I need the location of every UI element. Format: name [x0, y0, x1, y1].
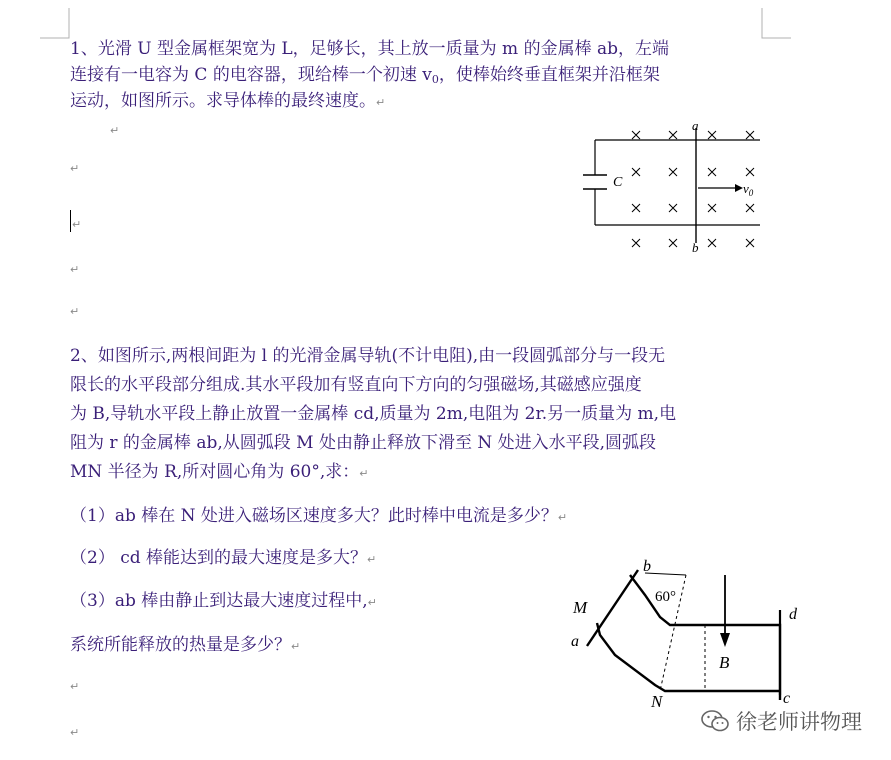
watermark	[700, 706, 862, 736]
q2-sub2: （2） cd 棒能达到的最大速度是多大？↵	[70, 548, 377, 568]
q1-line2-sub: 0	[431, 73, 439, 86]
q2-label-b: b	[643, 558, 651, 575]
paragraph-mark: ↵	[70, 263, 80, 276]
q1-line3: 运动，如图所示。求导体棒的最终速度。↵	[70, 91, 386, 111]
q2-line3: 为 B,导轨水平段上静止放置一金属棒 cd,质量为 2m,电阻为 2r.另一质量为 m,电	[70, 404, 677, 424]
q2-label-M: M	[573, 598, 588, 617]
paragraph-mark: ↵	[110, 124, 120, 137]
paragraph-mark: ↵	[70, 162, 80, 175]
q1-label-v-sub: 0	[748, 188, 754, 198]
q2-line5: MN 半径为 R,所对圆心角为 60°,求：↵	[70, 462, 369, 482]
q2-label-B: B	[719, 653, 730, 672]
svg-text:v0	[743, 181, 754, 198]
watermark-text: 徐老师讲物理	[736, 710, 862, 734]
q2-label-N: N	[651, 692, 663, 711]
q1-label-a: a	[692, 118, 699, 133]
q2-line1: 2、如图所示,两根间距为 l 的光滑金属导轨(不计电阻),由一段圆弧部分与一段无	[70, 346, 666, 366]
q1-line1: 1、光滑 U 型金属框架宽为 L，足够长，其上放一质量为 m 的金属棒 ab，左端	[70, 39, 669, 59]
q2-figure	[565, 555, 830, 715]
paragraph-mark: ↵	[70, 726, 80, 739]
paragraph-mark: ↵	[72, 218, 82, 231]
q2-line4: 阻为 r 的金属棒 ab,从圆弧段 M 处由静止释放下滑至 N 处进入水平段,圆弧段	[70, 433, 657, 453]
q1-label-C: C	[613, 175, 623, 190]
q2-sub1: （1）ab 棒在 N 处进入磁场区速度多大？此时棒中电流是多少？↵	[70, 506, 568, 526]
q1-label-b: b	[692, 240, 699, 255]
text-cursor	[70, 210, 71, 232]
q1-line2-a: 连接有一电容为 C 的电容器，现给棒一个初速 v	[70, 65, 432, 85]
paragraph-mark: ↵	[70, 305, 80, 318]
q2-line2: 限长的水平段部分组成.其水平段加有竖直向下方向的匀强磁场,其磁感应强度	[70, 375, 642, 395]
q2-label-d: d	[789, 606, 797, 623]
wechat-icon	[700, 708, 730, 734]
q2-label-a: a	[571, 633, 579, 650]
q2-label-angle: 60°	[655, 589, 676, 605]
q1-label-v: v	[743, 181, 749, 196]
q2-label-c: c	[783, 690, 791, 707]
q2-sub3b: 系统所能释放的热量是多少？↵	[70, 635, 301, 655]
q1-line2-b: ，使棒始终垂直框架并沿框架	[438, 65, 660, 85]
q1-figure	[575, 118, 775, 258]
paragraph-mark: ↵	[70, 680, 80, 693]
q2-sub3: （3）ab 棒由静止到达最大速度过程中,↵	[70, 591, 377, 611]
